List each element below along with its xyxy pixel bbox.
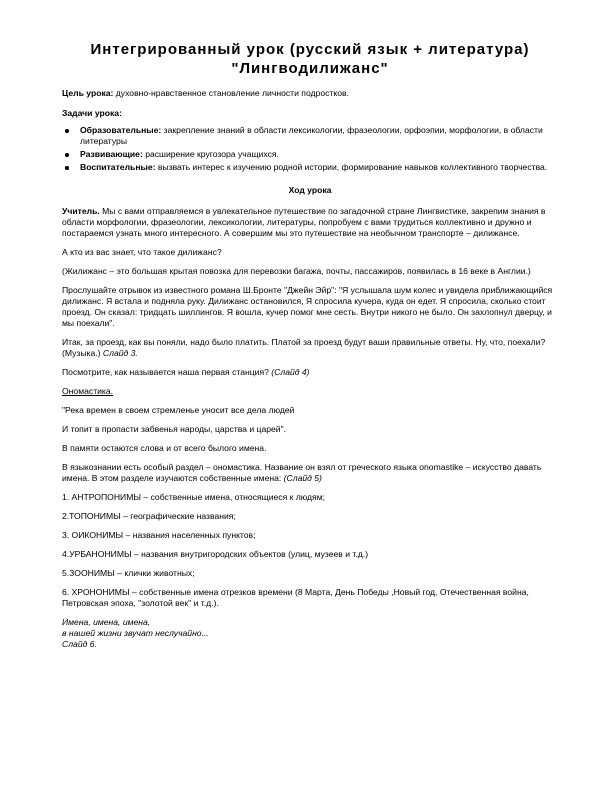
title-line-1: Интегрированный урок (русский язык + литература) [90, 41, 530, 58]
goal-label: Цель урока: [62, 88, 114, 98]
category-item: 3. ОИКОНИМЫ – названия населенных пунктов; [62, 530, 256, 540]
closing-line: в нашей жизни звучат неслучайно... [62, 628, 209, 638]
task-text: закрепление знаний в области лексикологии, фразеологии, орфоэпии, морфологии, в области литературы [80, 125, 543, 146]
task-item [62, 125, 558, 147]
quote-line: И топит в пропасти забвенья народы, царства и царей". [62, 424, 287, 434]
excerpt: Прослушайте отрывок из известного романа Ш.Бронте "Джейн Эйр": "Я услышала шум колес и увидела приближающийся дилижанс. Я встала и подняла руку. Дилижанс остановился, Я спросила кучера, куда он едет. Я спросила, сколько стоит проезд. Он сказал: тридцать шиллингов. Я вошла, кучер помог мне сесть. Внутри никого не было. Он захлопнул дверцу, и мы поехали". [62, 285, 553, 328]
question: А кто из вас знает, что такое дилижанс? [62, 247, 222, 257]
title-line-2: "Лингводилижанс" [231, 60, 389, 77]
station-text: Посмотрите, как называется наша первая станция? [62, 367, 272, 377]
tasks-list [62, 125, 558, 173]
category-item: 4.УРБАНОНИМЫ – названия внутригородских объектов (улиц, музеев и т.д.) [62, 549, 369, 559]
task-item [62, 162, 558, 173]
closing-line: Имена, имена, имена, [62, 617, 151, 627]
station-paragraph [62, 367, 558, 378]
payment-paragraph [62, 337, 558, 359]
goal-text: духовно-нравственное становление личности подростков. [113, 88, 349, 98]
teacher-intro [62, 206, 558, 239]
onomastics-heading: Ономастика. [62, 386, 114, 396]
teacher-text: Мы с вами отправляемся в увлекательное путешествие по загадочной стране Лингвистике, закрепим знания в области морфологии, фразеологии, лексикологии, литературы, попробуем с вами трудиться коллективно и дружно и постараемся узнать много интересного. А совершим мы это путешествие на необычном транспорте – дилижансе. [62, 206, 546, 238]
teacher-label: Учитель. [62, 206, 100, 216]
task-label: Воспитательные: [80, 162, 156, 172]
quote-line: В памяти остаются слова и от всего былого имена. [62, 443, 267, 453]
task-item [62, 149, 558, 160]
category-item: 5.ЗООНИМЫ – клички животных; [62, 568, 195, 578]
category-item: 1. АНТРОПОНИМЫ – собственные имена, относящиеся к людям; [62, 492, 326, 502]
payment-text: Итак, за проезд, как вы поняли, надо было платить. Платой за проезд будут ваши правильные ответы. Ну, что, поехали? (Музыка.) [62, 337, 546, 358]
task-text: расширение кругозора учащихся. [142, 149, 279, 159]
onomastics-section [62, 462, 558, 484]
course-heading: Ход урока [288, 185, 332, 195]
closing-slide-ref: Слайд 6. [62, 639, 97, 649]
slide-ref: Слайд 3. [102, 348, 138, 358]
task-label: Образовательные: [80, 125, 162, 135]
definition: (Жилижанс – это большая крытая повозка для перевозки багажа, почты, пассажиров, появилась в 16 веке в Англии.) [62, 266, 531, 276]
category-item: 6. ХРОНОНИМЫ – собственные имена отрезков времени (8 Марта, День Победы ,Новый год, Отечественная война, Петровская эпоха, "золотой век" и т.д.). [62, 587, 529, 608]
slide-ref: (Слайд 5) [283, 473, 322, 483]
tasks-label: Задачи урока: [62, 108, 122, 118]
section-text: В языкознании есть особый раздел – ономастика. Название он взял от греческого языка onomastike – искусство давать имена. В этом разделе изучаются собственные имена: [62, 462, 542, 483]
task-text: вызвать интерес к изучению родной истории, формирование навыков коллективного творчества. [155, 162, 548, 172]
quote-line: "Река времен в своем стремленье уносит все дела людей [62, 405, 295, 415]
slide-ref: (Слайд 4) [271, 367, 310, 377]
category-item: 2.ТОПОНИМЫ – географические названия; [62, 511, 236, 521]
page-title [62, 40, 558, 78]
task-label: Развивающие: [80, 149, 143, 159]
document-content [62, 40, 558, 650]
lesson-goal [62, 88, 558, 99]
